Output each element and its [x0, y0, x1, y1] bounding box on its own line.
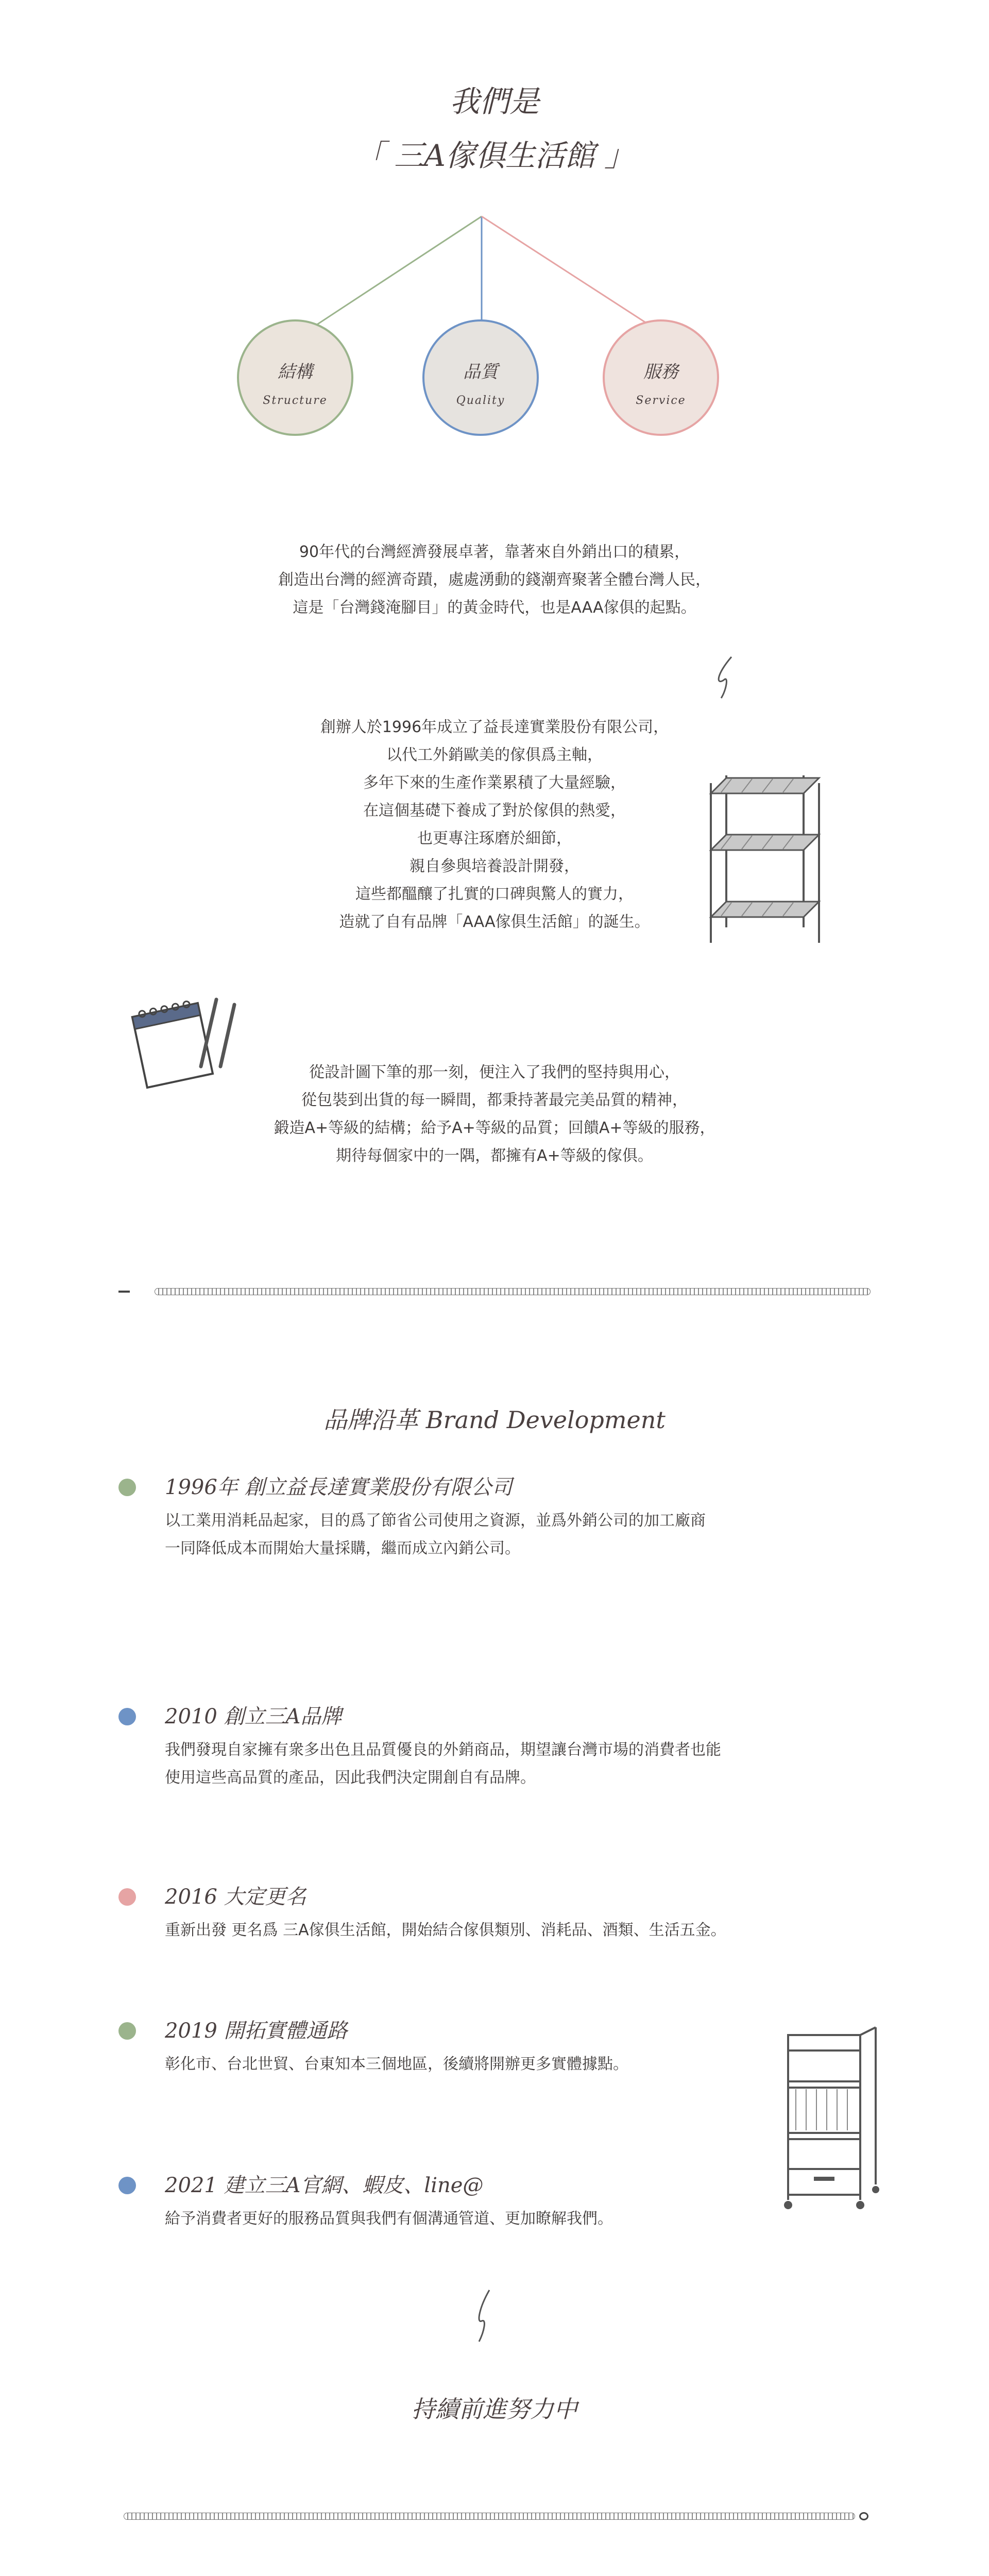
timeline-desc-2016: [165, 1917, 726, 1944]
text-line: 以工業用消耗品起家，目的爲了節省公司使用之資源，並爲外銷公司的加工廠商: [165, 1512, 706, 1530]
text-line: 鍛造A+等級的結構；給予A+等級的品質；回饋A+等級的服務，: [274, 1119, 715, 1137]
intro-heading-line1: 我們是: [449, 84, 539, 119]
brand-closing: 持續前進努力中: [412, 2395, 577, 2423]
timeline-title-2019: 2019 開拓實體通路: [165, 2019, 348, 2043]
timeline-title-2010: 2010 創立三A品牌: [165, 1705, 342, 1728]
timeline-title-2016: 2016 大定更名: [165, 1885, 306, 1909]
divider-ring-icon: [859, 2512, 868, 2520]
text-line: 造就了自有品牌「AAA傢俱生活館」的誕生。: [339, 913, 650, 931]
pillar-quality-en: Quality: [456, 394, 505, 407]
timeline-desc-2010: [165, 1736, 721, 1792]
divider-pin-icon: [118, 1289, 134, 1294]
timeline-dot: [118, 1479, 136, 1496]
text-line: 一同降低成本而開始大量採購，繼而成立內銷公司。: [165, 1539, 520, 1557]
text-line: 親自參與培養設計開發，: [410, 857, 579, 875]
text-line: 也更專注琢磨於細節，: [417, 829, 572, 848]
intro-paragraph-1: [0, 538, 989, 622]
timeline-title-1996: 1996年 創立益長達實業股份有限公司: [165, 1476, 513, 1499]
text-line: 從包裝到出貨的每一瞬間，都秉持著最完美品質的精神，: [301, 1091, 688, 1109]
timeline-desc-2019: [165, 2050, 628, 2078]
pen-flourish-icon: [469, 2287, 500, 2344]
pillar-structure-zh: 結構: [278, 362, 313, 382]
text-line: 彰化市、台北世貿、台東知本三個地區，後續將開辦更多實體據點。: [165, 2055, 628, 2073]
text-line: 這是「台灣錢淹腳目」的黃金時代，也是AAA傢俱的起點。: [293, 599, 696, 617]
timeline-desc-1996: [165, 1507, 706, 1563]
pillar-quality: [422, 319, 539, 436]
text-line: 重新出發 更名爲 三A傢俱生活館，開始結合傢俱類別、消耗品、酒類、生活五金。: [165, 1921, 726, 1939]
pillar-structure-en: Structure: [263, 394, 328, 407]
text-line: 90年代的台灣經濟發展卓著，靠著來自外銷出口的積累，: [299, 543, 690, 561]
timeline-title-2021: 2021 建立三A官網、蝦皮、line@: [165, 2174, 484, 2197]
text-line: 使用這些高品質的產品，因此我們決定開創自有品牌。: [165, 1769, 536, 1787]
intro-paragraph-3: [0, 1059, 989, 1170]
timeline-dot: [118, 1888, 136, 1906]
brand-heading: 品牌沿革 Brand Development: [323, 1406, 666, 1434]
text-line: 給予消費者更好的服務品質與我們有個溝通管道、更加瞭解我們。: [165, 2210, 613, 2228]
text-line: 創辦人於1996年成立了益長達實業股份有限公司，: [320, 718, 669, 736]
timeline-desc-2021: [165, 2205, 613, 2233]
pen-flourish-icon: [711, 654, 742, 701]
text-line: 創造出台灣的經濟奇蹟，處處湧動的錢潮齊聚著全體台灣人民，: [278, 571, 711, 589]
text-line: 從設計圖下筆的那一刻，便注入了我們的堅持與用心，: [309, 1063, 680, 1081]
intro-paragraph-2: [237, 714, 752, 936]
text-line: 多年下來的生產作業累積了大量經驗，: [363, 774, 626, 792]
pillar-quality-zh: 品質: [463, 362, 498, 382]
timeline-dot: [118, 1708, 136, 1725]
pillar-service: [603, 319, 719, 436]
metal-shelf-icon: [701, 773, 829, 953]
text-line: 期待每個家中的一隅，都擁有A+等級的傢俱。: [336, 1147, 653, 1165]
zipper-divider: [124, 2513, 855, 2520]
pillar-structure: [237, 319, 353, 436]
timeline-dot: [118, 2177, 136, 2194]
text-line: 以代工外銷歐美的傢俱爲主軸，: [386, 746, 603, 764]
text-line: 在這個基礎下養成了對於傢俱的熱愛，: [363, 802, 626, 820]
text-line: 這些都醞釀了扎實的口碑與驚人的實力，: [355, 885, 634, 903]
zipper-divider: [155, 1288, 871, 1295]
pillar-service-en: Service: [636, 394, 686, 407]
storage-rack-icon: [773, 2020, 886, 2215]
timeline-dot: [118, 2022, 136, 2040]
pillar-service-zh: 服務: [643, 362, 678, 382]
intro-heading-line2: 「 三A傢俱生活館 」: [354, 138, 635, 173]
text-line: 我們發現自家擁有衆多出色且品質優良的外銷商品，期望讓台灣市場的消費者也能: [165, 1741, 721, 1759]
